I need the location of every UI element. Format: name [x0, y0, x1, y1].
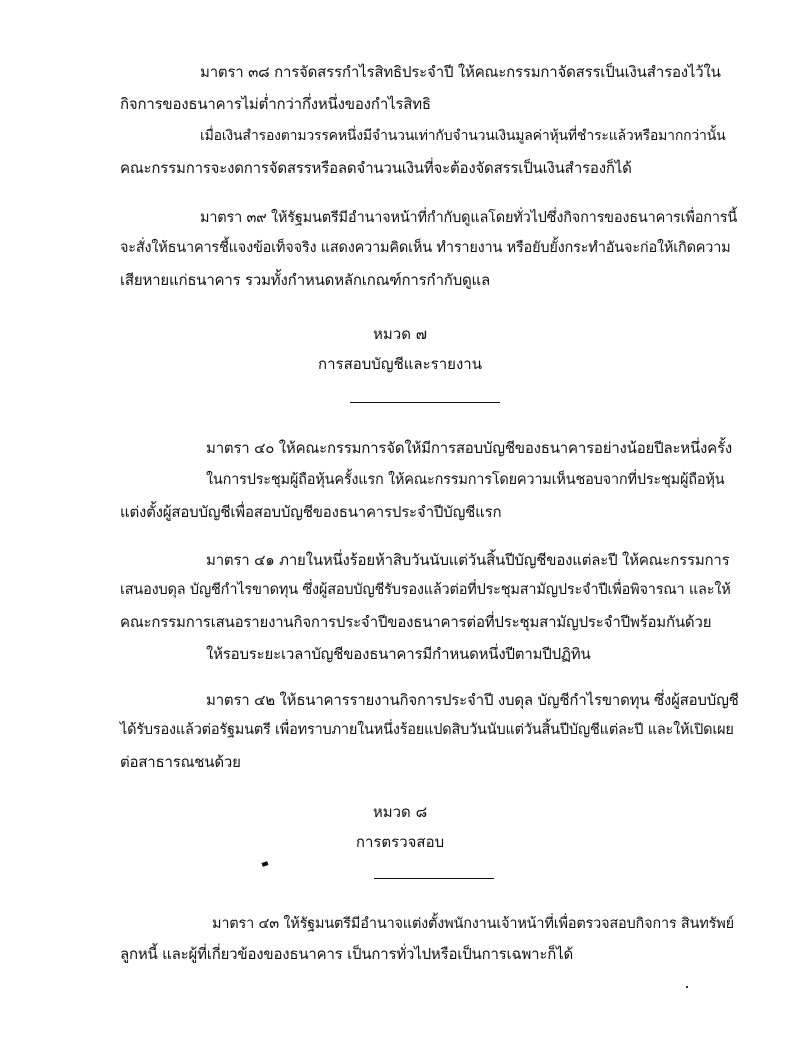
chapter-7-divider [350, 402, 500, 403]
section-40-line-1: มาตรา ๔๐ ให้คณะกรรมการจัดให้มีการสอบบัญชีของธนาคารอย่างน้อยปีละหนึ่งครั้ง [206, 439, 732, 457]
section-38-line-4: คณะกรรมการจะงดการจัดสรรหรือลดจำนวนเงินที่จะต้องจัดสรรเป็นเงินสำรองก็ได้ [120, 159, 632, 177]
section-42-line-2: ได้รับรองแล้วต่อรัฐมนตรี เพื่อทราบภายในหนึ่งร้อยแปดสิบวันนับแต่วันสิ้นปีบัญชีแต่ละปี และให้เปิดเผย [120, 722, 734, 738]
chapter-7-title: การสอบบัญชีและรายงาน [318, 355, 482, 373]
chapter-7-heading: หมวด ๗ [373, 325, 427, 343]
section-38-line-1: มาตรา ๓๘ การจัดสรรกำไรสิทธิประจำปี ให้คณะกรรมกาจัดสรรเป็นเงินสำรองไว้ใน [200, 63, 721, 81]
section-40-line-3: แต่งตั้งผู้สอบบัญชีเพื่อสอบบัญชีของธนาคารประจำปีบัญชีแรก [120, 503, 502, 521]
section-41-line-1: มาตรา ๔๑ ภายในหนึ่งร้อยห้าสิบวันนับแต่วันสิ้นปีบัญชีของแต่ละปี ให้คณะกรรมการ [206, 551, 730, 569]
chapter-8-divider [374, 878, 494, 879]
section-39-line-2: จะสั่งให้ธนาคารชี้แจงข้อเท็จจริง แสดงความคิดเห็น ทำรายงาน หรือยับยั้งกระทำอันจะก่อให้เกิดความ [120, 240, 731, 256]
section-42-line-1: มาตรา ๔๒ ให้ธนาคารรายงานกิจการประจำปี งบดุล บัญชีกำไรขาดทุน ซึ่งผู้สอบบัญชี [206, 691, 739, 709]
section-39-line-3: เสียหายแก่ธนาคาร รวมทั้งกำหนดหลักเกณฑ์การกำกับดูแล [120, 271, 491, 289]
section-43-line-1: มาตรา ๔๓ ให้รัฐมนตรีมีอำนาจแต่งตั้งพนักงานเจ้าหน้าที่เพื่อตรวจสอบกิจการ สินทรัพย์ [212, 916, 734, 932]
section-41-line-2: เสนองบดุล บัญชีกำไรขาดทุน ซึ่งผู้สอบบัญชีรับรองแล้วต่อที่ประชุมสามัญประจำปีเพื่อพิจารณา และให้ [120, 582, 731, 598]
section-42-line-3: ต่อสาธารณชนด้วย [120, 753, 241, 771]
chapter-8-heading: หมวด ๘ [372, 803, 428, 821]
section-38-line-2: กิจการของธนาคารไม่ต่ำกว่ากึ่งหนึ่งของกำไรสิทธิ [120, 95, 431, 113]
section-41-line-3: คณะกรรมการเสนอรายงานกิจการประจำปีของธนาคารต่อที่ประชุมสามัญประจำปีพร้อมกันด้วย [120, 613, 712, 631]
section-40-line-2: ในการประชุมผู้ถือหุ้นครั้งแรก ให้คณะกรรมการโดยความเห็นชอบจากที่ประชุมผู้ถือหุ้น [206, 472, 725, 488]
section-38-line-3: เมื่อเงินสำรองตามวรรคหนึ่งมีจำนวนเท่ากับจำนวนเงินมูลค่าหุ้นที่ชำระแล้วหรือมากกว่านั้น [200, 128, 726, 144]
chapter-8-title: การตรวจสอบ [355, 833, 445, 851]
section-39-line-1: มาตรา ๓๙ ให้รัฐมนตรีมีอำนาจหน้าที่กำกับดูแลโดยทั่วไปซึ่งกิจการของธนาคารเพื่อการนี้ [200, 210, 738, 226]
scan-speck [261, 861, 268, 867]
section-41-line-4: ให้รอบระยะเวลาบัญชีของธนาคารมีกำหนดหนึ่งปีตามปีปฏิทิน [206, 645, 591, 663]
scan-dot [686, 986, 688, 988]
section-43-line-2: ลูกหนี้ และผู้ที่เกี่ยวข้องของธนาคาร เป็นการทั่วไปหรือเป็นการเฉพาะก็ได้ [120, 945, 574, 963]
